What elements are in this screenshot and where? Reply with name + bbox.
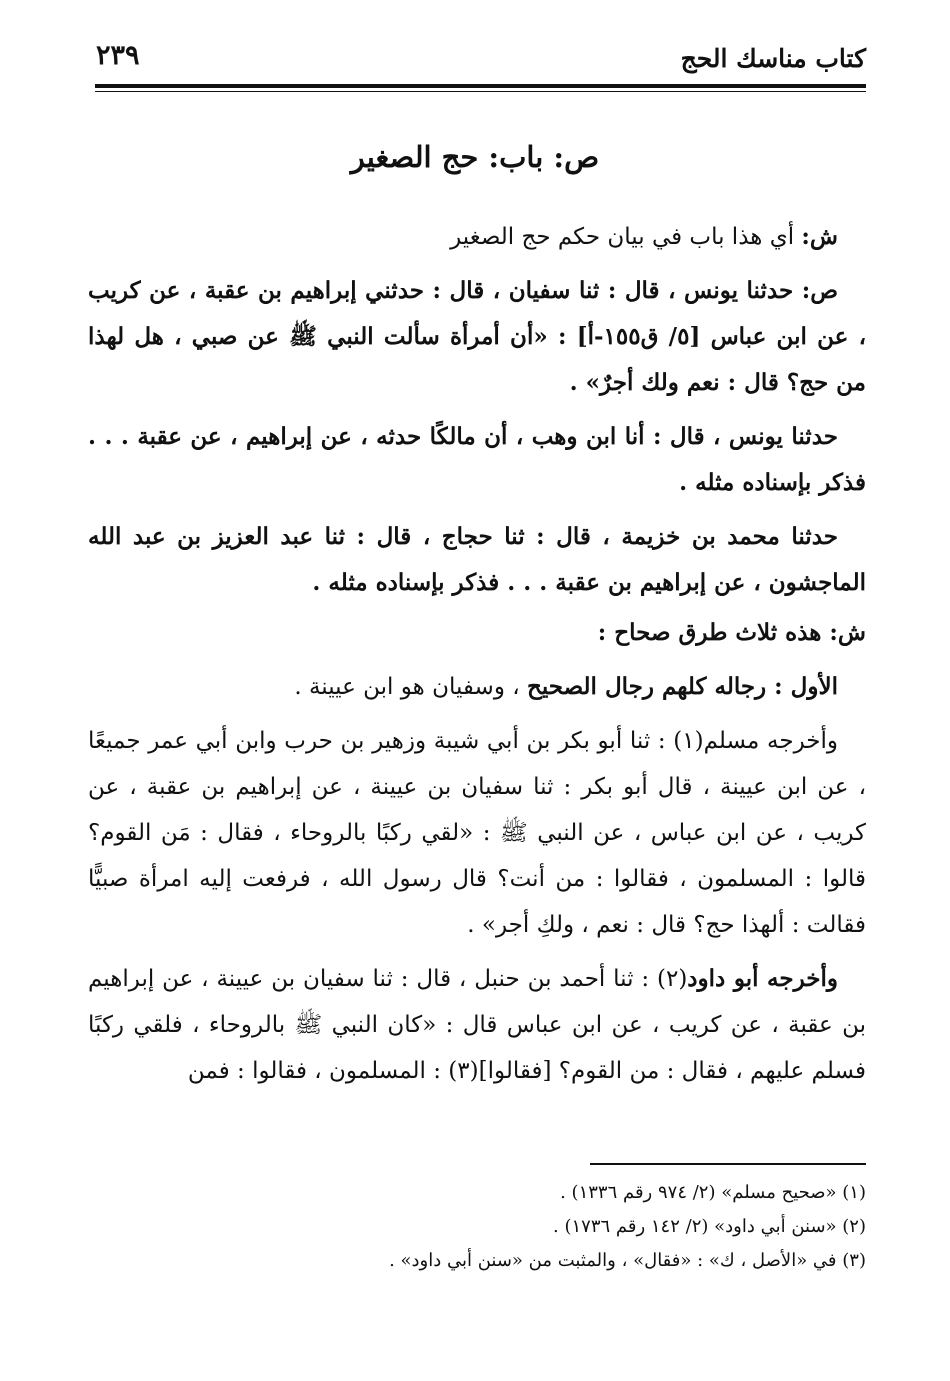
footnote-1: (١) «صحيح مسلم» (٢/ ٩٧٤ رقم ١٣٣٦) .	[560, 1182, 866, 1203]
paragraph-8	[88, 956, 866, 1094]
main-text	[88, 214, 866, 1102]
paragraph-8-lead: وأخرجه أبو داود	[687, 965, 839, 992]
paragraph-7: وأخرجه مسلم(١) : ثنا أبو بكر بن أبي شيبة وزهير بن حرب وابن أبي عمر جميعًا ، عن ابن عيينة ، قال أبو بكر : ثنا سفيان بن عيينة ، عن إبراهيم بن عقبة ، عن كريب ، عن ابن عباس ، عن النبي ﷺ : «لقي ركبًا بالروحاء ، فقال : مَن القوم؟ قالوا : المسلمون ، فقالوا : من أنت؟ قال رسول الله ، فرفعت إليه امرأة صبيًّا فقالت : ألهذا حج؟ قال : نعم ، ولكِ أجر» .	[88, 728, 866, 938]
paragraph-5: ش: هذه ثلاث طرق صحاح :	[597, 619, 866, 646]
paragraph-2-text: حدثنا يونس ، قال : ثنا سفيان ، قال : حدثني إبراهيم بن عقبة ، عن كريب ، عن ابن عباس [٥/ ق١٥٥-أ] : «أن أمرأة سألت النبي ﷺ عن صبي ، هل لهذا من حج؟ قال : نعم ولك أجرٌ» .	[88, 277, 866, 396]
paragraph-1-lead: ش:	[801, 223, 838, 250]
footnote-3: (٣) في «الأصل ، ك» : «فقال» ، والمثبت من «سنن أبي داود» .	[389, 1250, 866, 1271]
paragraph-2	[88, 268, 866, 406]
paragraph-1	[88, 214, 866, 260]
header-rule-thin	[95, 91, 866, 92]
page-number: ٢٣٩	[96, 40, 140, 71]
footnote-2: (٢) «سنن أبي داود» (٢/ ١٤٢ رقم ١٧٣٦) .	[553, 1216, 866, 1237]
paragraph-1-text: أي هذا باب في بيان حكم حج الصغير	[450, 224, 802, 250]
running-title: كتاب مناسك الحج	[680, 44, 866, 73]
paragraph-6-text: ، وسفيان هو ابن عيينة .	[294, 674, 527, 700]
footnotes	[88, 1176, 866, 1278]
paragraph-6-lead: الأول : رجاله كلهم رجال الصحيح	[526, 673, 838, 700]
paragraph-4: حدثنا محمد بن خزيمة ، قال : ثنا حجاج ، قال : ثنا عبد العزيز بن عبد الله الماجشون ، عن إبراهيم بن عقبة . . . فذكر بإسناده مثله .	[88, 523, 866, 596]
paragraph-3: حدثنا يونس ، قال : أنا ابن وهب ، أن مالكًا حدثه ، عن إبراهيم ، عن عقبة . . . فذكر بإسناده مثله .	[88, 423, 866, 496]
footnote-separator	[590, 1163, 866, 1165]
header-rule-thick	[95, 84, 866, 88]
chapter-heading: ص: باب: حج الصغير	[350, 140, 600, 174]
paragraph-2-lead: ص:	[801, 277, 838, 304]
paragraph-8-text: (٢) : ثنا أحمد بن حنبل ، قال : ثنا سفيان بن عيينة ، عن إبراهيم بن عقبة ، عن كريب ، عن ابن عباس قال : «كان النبي ﷺ بالروحاء ، فلقي ركبًا فسلم عليهم ، فقال : من القوم؟ [فقالوا](٣) : المسلمون ، فقالوا : فمن	[88, 966, 866, 1084]
paragraph-6	[88, 664, 866, 710]
